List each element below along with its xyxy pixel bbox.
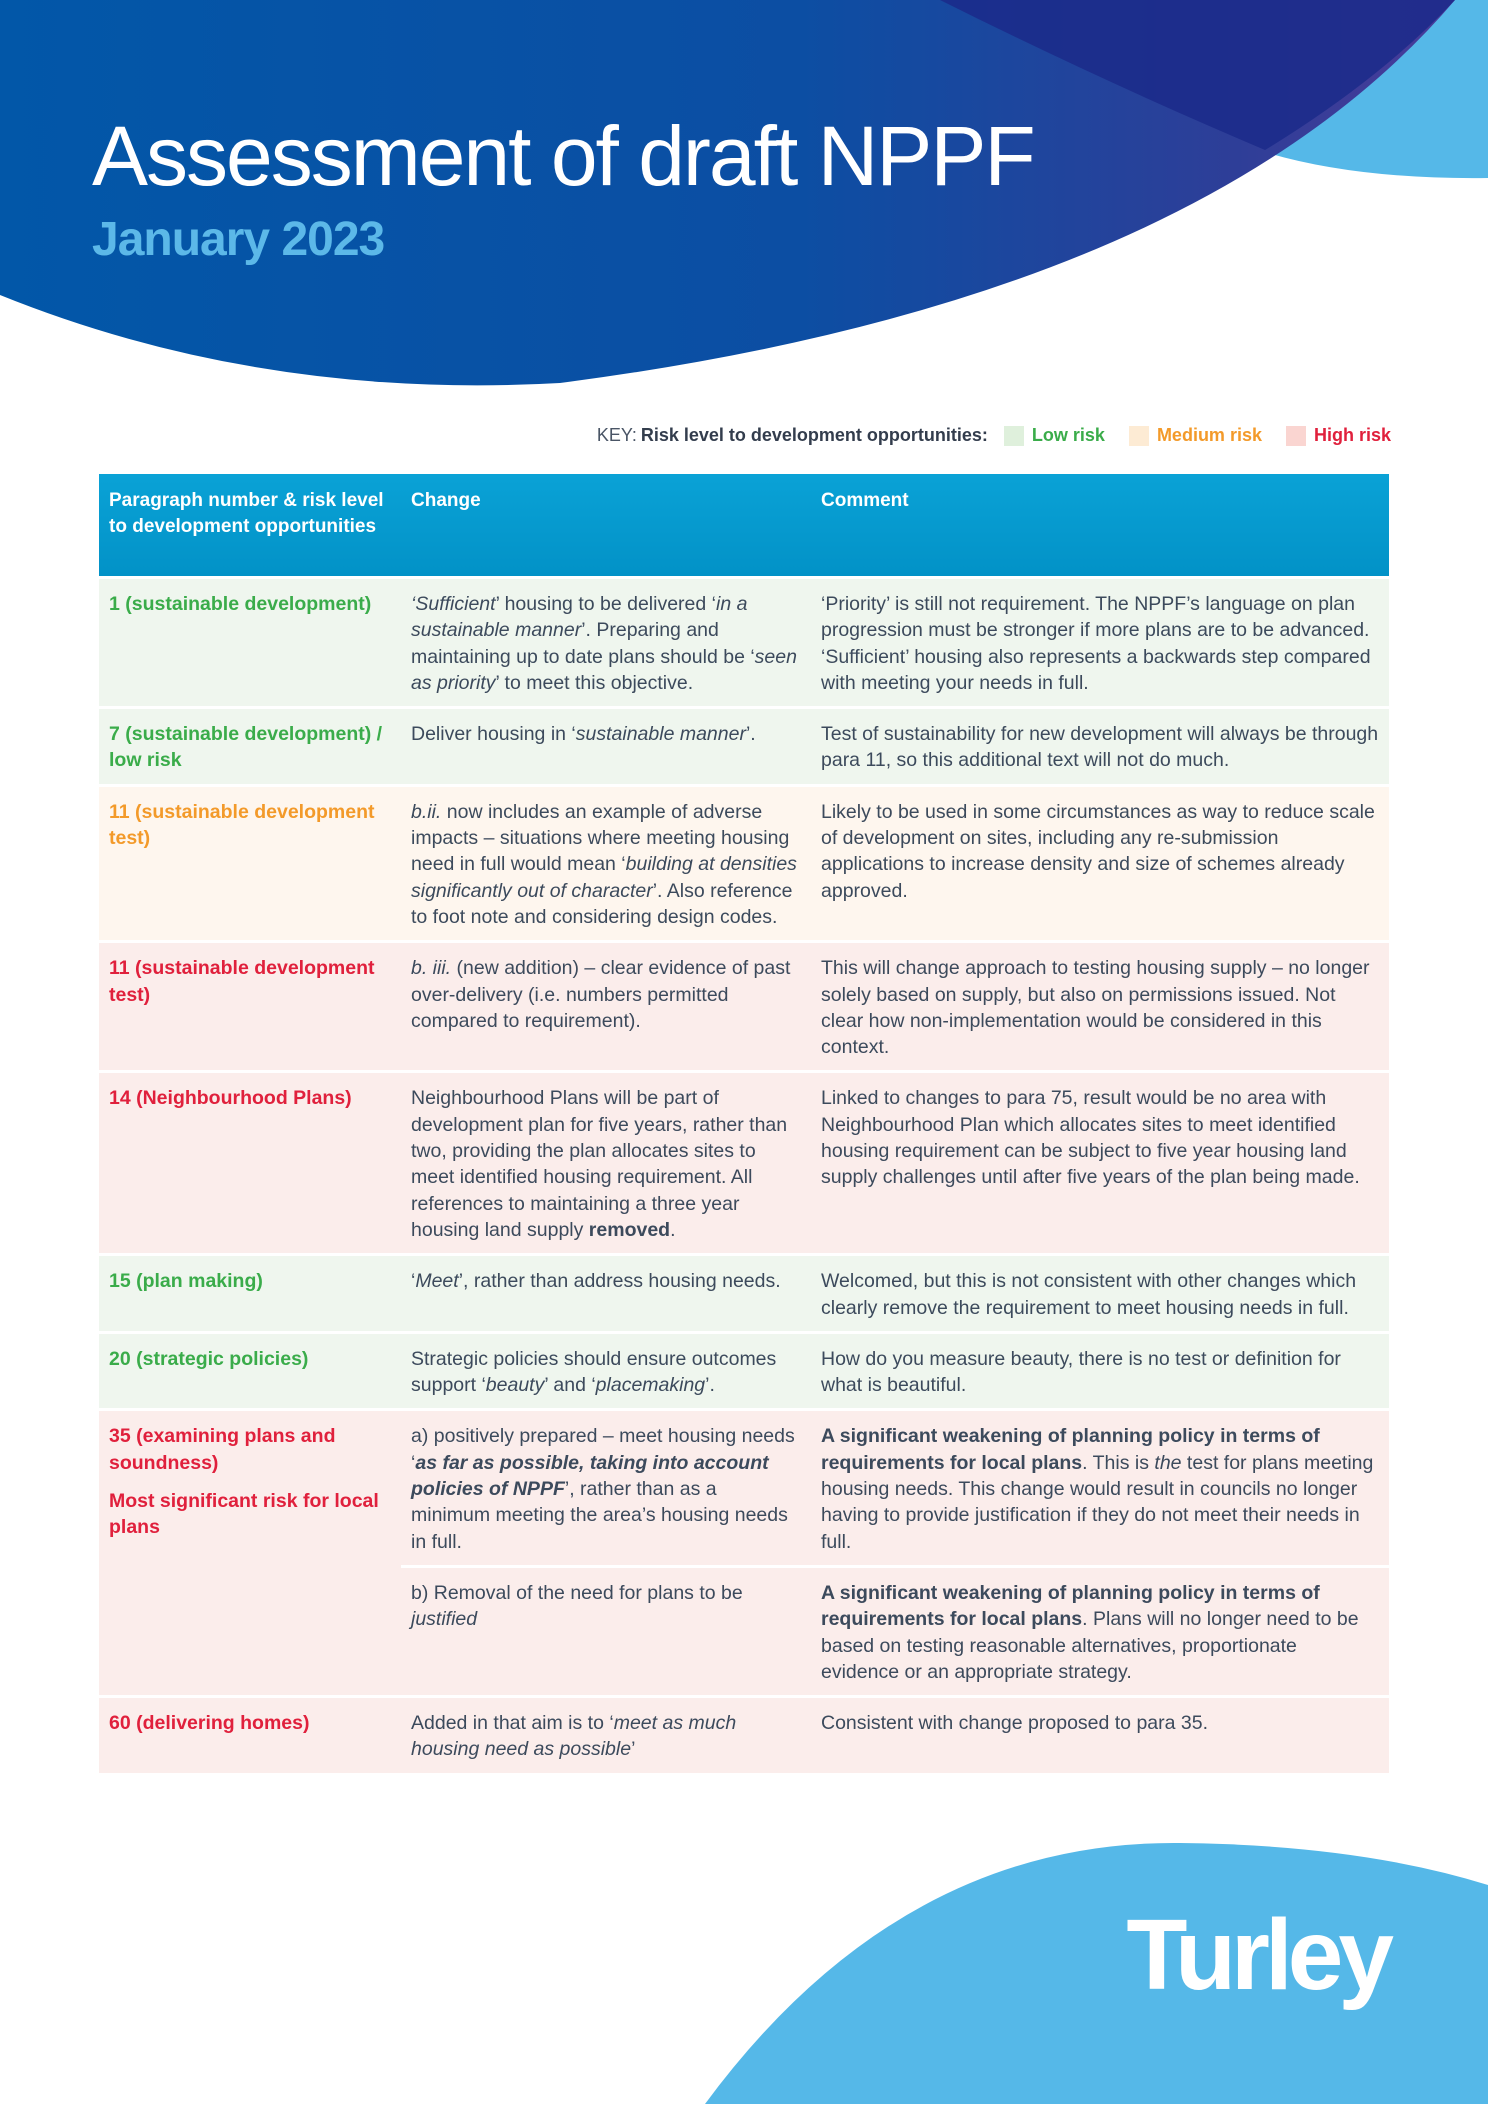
comment-cell	[811, 1332, 1389, 1410]
text-run: Welcomed, but this is not consistent with other changes which clearly remove the requirement to meet housing needs in full.	[821, 1270, 1357, 1319]
page-subtitle: January 2023	[92, 213, 385, 266]
change-cell	[401, 1566, 811, 1696]
change-cell	[401, 708, 811, 786]
text-run: Test of sustainability for new development will always be through para 11, so this additional text will not do much.	[821, 723, 1379, 772]
comment-cell	[811, 1697, 1389, 1773]
text-run: Sufficient	[415, 593, 496, 615]
text-run: ’ and ‘	[544, 1374, 596, 1397]
paragraph-cell	[99, 578, 401, 708]
paragraph-cell	[99, 1410, 401, 1697]
table-body	[99, 578, 1389, 1773]
comment-cell	[811, 1410, 1389, 1566]
change-cell	[401, 1255, 811, 1333]
medium-risk-label: Medium risk	[1156, 425, 1262, 445]
table-row	[99, 1410, 1389, 1566]
text-run: ’, rather than as a minimum meeting the area’s housing needs in full.	[411, 1478, 788, 1553]
column-header-paragraph: Paragraph number & risk level to development opportunities	[99, 474, 401, 578]
change-cell	[401, 1697, 811, 1773]
text-run: b. iii.	[411, 957, 452, 980]
text-run: in a sustainable manner	[411, 593, 748, 642]
text-run: This will change approach to testing housing supply – no longer solely based on supply, but also on permissions issued. Not clear how non-implementation would be considered in this context.	[821, 957, 1370, 1059]
table-row	[99, 1697, 1389, 1773]
text-run: now includes an example of adverse impacts – situations where meeting housing need in full would mean ‘	[411, 800, 790, 876]
text-run: b) Removal of the need for plans to be	[411, 1581, 743, 1604]
text-run: ’. Also reference to foot note and considering design codes.	[411, 879, 793, 928]
page-title: Assessment of draft NPPF	[92, 109, 1034, 203]
text-run: sustainable manner	[575, 723, 746, 746]
comment-cell	[811, 578, 1389, 708]
text-run: ’ housing to be delivered ‘	[495, 593, 716, 615]
text-run: meet as much housing need as possible	[411, 1712, 737, 1761]
change-cell	[401, 942, 811, 1072]
text-run: ’. Preparing and maintaining up to date plans should be ‘	[411, 619, 755, 668]
comment-cell	[811, 1255, 1389, 1333]
key-description: Risk level to development opportunities:	[640, 425, 988, 445]
change-cell	[401, 578, 811, 708]
text-run: Likely to be used in some circumstances as way to reduce scale of development on sites, including any re-submission applications to increase density and size of schemes already approved.	[821, 800, 1375, 902]
paragraph-label: 7 (sustainable development) / low risk	[109, 723, 383, 772]
text-run: ‘Priority’ is still not requirement. The NPPF’s language on plan progression must be stronger if more plans are to be advanced. ‘Sufficient’ housing also represents a backwards step compared with meeting your needs in full.	[821, 593, 1371, 694]
text-run: beauty	[485, 1374, 545, 1397]
comment-cell	[811, 1566, 1389, 1696]
text-run: ’.	[705, 1374, 715, 1397]
paragraph-label: 1 (sustainable development)	[109, 593, 372, 615]
low-risk-label: Low risk	[1031, 425, 1105, 445]
paragraph-label: 15 (plan making)	[109, 1270, 263, 1293]
text-run: placemaking	[595, 1374, 706, 1397]
risk-note: Most significant risk for local plans	[109, 1490, 379, 1539]
text-run: test for plans meeting housing needs. This change would result in councils no longer having to provide justification if they do not meet their needs in full.	[821, 1451, 1374, 1553]
table-row	[99, 1072, 1389, 1255]
text-run: .	[670, 1218, 676, 1241]
text-run: seen as priority	[411, 645, 797, 694]
text-run: ‘	[411, 1270, 416, 1293]
change-cell	[401, 1410, 811, 1566]
text-run: Strategic policies should ensure outcomes support ‘	[411, 1347, 777, 1397]
comment-cell	[811, 785, 1389, 941]
paragraph-cell	[99, 1255, 401, 1333]
text-run: A significant weakening of planning policy in terms of requirements for local plans	[821, 1581, 1320, 1631]
change-cell	[401, 785, 811, 941]
high-risk-swatch	[1286, 426, 1306, 446]
text-run: Deliver housing in ‘	[411, 723, 576, 746]
table-row	[99, 942, 1389, 1072]
table-row	[99, 1332, 1389, 1410]
change-cell	[401, 1332, 811, 1410]
text-run: Added in that aim is to ‘	[411, 1712, 614, 1735]
text-run: Linked to changes to para 75, result would be no area with Neighbourhood Plan which allocates sites to meet identified housing requirement can be subject to five year housing land supply challenges until after five years of the plan being made.	[821, 1087, 1360, 1189]
high-risk-label: High risk	[1313, 425, 1391, 445]
column-header-change: Change	[401, 474, 811, 578]
text-run: How do you measure beauty, there is no test or definition for what is beautiful.	[821, 1347, 1341, 1397]
text-run: Meet	[415, 1270, 459, 1293]
text-run: ’, rather than address housing needs.	[458, 1270, 781, 1293]
paragraph-cell	[99, 785, 401, 941]
paragraph-cell	[99, 1332, 401, 1410]
turley-logo: Turley	[1126, 1899, 1389, 2011]
paragraph-label: 14 (Neighbourhood Plans)	[109, 1087, 352, 1110]
text-run: ’	[631, 1738, 636, 1761]
comment-cell	[811, 942, 1389, 1072]
paragraph-cell	[99, 942, 401, 1072]
text-run: b.ii.	[411, 800, 442, 823]
text-run: ’ to meet this objective.	[495, 671, 694, 694]
paragraph-cell	[99, 708, 401, 786]
text-run: building at densities significantly out of character	[411, 853, 797, 902]
table-row	[99, 1255, 1389, 1333]
paragraph-cell	[99, 1072, 401, 1255]
text-run: A significant weakening of planning policy in terms of requirements for local plans	[821, 1425, 1320, 1474]
text-run: ‘	[411, 593, 416, 615]
column-header-comment: Comment	[811, 474, 1389, 578]
table-header-row	[99, 474, 1389, 578]
comment-cell	[811, 708, 1389, 786]
key-prefix: KEY:	[596, 425, 637, 445]
text-run: removed	[588, 1218, 671, 1241]
medium-risk-swatch	[1129, 426, 1149, 446]
paragraph-cell	[99, 1697, 401, 1773]
paragraph-label: 11 (sustainable development test)	[109, 957, 375, 1006]
text-run: a) positively prepared – meet housing needs ‘	[411, 1425, 795, 1474]
text-run: Neighbourhood Plans will be part of development plan for five years, rather than two, providing the plan allocates sites to meet identified housing requirement. All references to maintaining a three year housing land supply	[411, 1087, 788, 1241]
text-run: (new addition) – clear evidence of past over-delivery (i.e. numbers permitted compared to requirement).	[411, 957, 791, 1032]
paragraph-label: 35 (examining plans and soundness)	[109, 1425, 336, 1474]
assessment-table	[99, 474, 1389, 1773]
table-row	[99, 708, 1389, 786]
paragraph-label: 60 (delivering homes)	[109, 1712, 310, 1735]
text-run: . This is	[1082, 1451, 1155, 1474]
text-run-italic: as far as possible, taking into account policies of NPPF	[411, 1451, 769, 1501]
change-cell	[401, 1072, 811, 1255]
text-run: . Plans will no longer need to be based on testing reasonable alternatives, proportionate evidence or an appropriate strategy.	[821, 1608, 1359, 1683]
paragraph-label: 20 (strategic policies)	[109, 1347, 309, 1370]
text-run: the	[1154, 1451, 1182, 1474]
table-row	[99, 785, 1389, 941]
risk-key	[597, 425, 1391, 446]
low-risk-swatch	[1004, 426, 1024, 446]
comment-cell	[811, 1072, 1389, 1255]
text-run: justified	[411, 1608, 478, 1631]
text-run: ’.	[745, 723, 756, 746]
table-row	[99, 578, 1389, 708]
text-run: Consistent with change proposed to para 35.	[821, 1712, 1209, 1735]
paragraph-label: 11 (sustainable development test)	[109, 800, 375, 850]
